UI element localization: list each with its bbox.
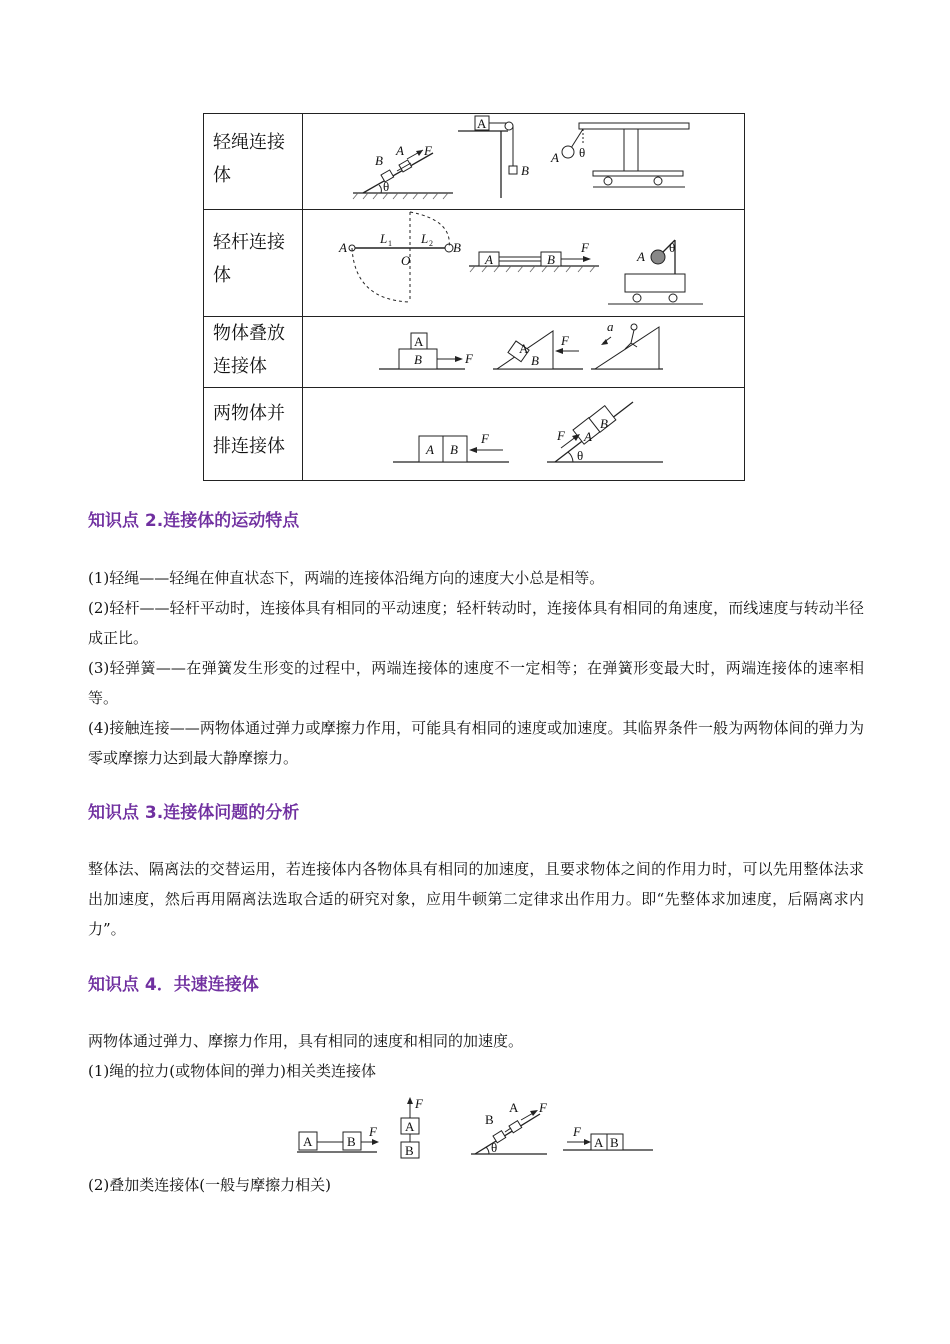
stacked-blocks-figure [379, 333, 474, 369]
svg-text:B: B [405, 1143, 414, 1158]
row-label-light-rope: 轻绳连接体 [213, 132, 285, 186]
connection-types-table [203, 113, 745, 480]
svg-text:A: A [584, 429, 592, 444]
section4-heading: 知识点 4．共速连接体 [88, 975, 259, 995]
svg-text:A: A [414, 334, 424, 349]
svg-text:A: A [637, 249, 645, 264]
section4-p3: (2)叠加类连接体(一般与摩擦力相关) [88, 1176, 331, 1194]
row-label-side-by-side: 两物体并排连接体 [213, 403, 285, 457]
svg-text:L: L [421, 231, 429, 246]
vertical-pair-figure [401, 1096, 424, 1158]
svg-text:B: B [547, 252, 555, 267]
svg-text:θ: θ [383, 179, 390, 194]
svg-text:B: B [453, 240, 461, 255]
svg-text:B: B [485, 1112, 494, 1127]
section2-p1: (1)轻绳——轻绳在伸直状态下，两端的连接体沿绳方向的速度大小总是相等。 [88, 569, 605, 587]
incline-rope-figure-2 [471, 1100, 548, 1155]
stacked-figures [373, 317, 673, 387]
svg-text:F: F [557, 428, 565, 443]
svg-text:A: A [519, 341, 529, 356]
section2-p2: (2)轻杆——轻杆平动时，连接体具有相同的平动速度；轻杆转动时，连接体具有相同的角速度，而线速度与转动半径成正比。 [88, 599, 864, 647]
svg-text:A: A [485, 252, 493, 267]
cart-pendulum-figure [550, 123, 689, 187]
svg-text:1: 1 [388, 239, 392, 248]
svg-text:B: B [414, 352, 422, 367]
rotating-rod-figure [338, 212, 461, 302]
section3-p1: 整体法、隔离法的交替运用，若连接体内各物体具有相同的加速度，且要求物体之间的作用力时，可以先用整体法求出加速度，然后再用隔离法选取合适的研究对象，应用牛顿第二定律求出作用力。即“先整体求加速度，后隔离求内力”。 [88, 860, 864, 938]
push-pair-figure [563, 1124, 653, 1150]
svg-text:θ: θ [577, 448, 584, 463]
rod-blocks-figure [469, 240, 599, 272]
section4-p2: (1)绳的拉力(或物体间的弹力)相关类连接体 [88, 1062, 376, 1080]
side-by-side-figures [383, 388, 683, 480]
rope-connection-figures [303, 113, 743, 209]
svg-text:A: A [339, 240, 347, 255]
horizontal-pair-figure [393, 431, 509, 462]
wedge-block-figure [493, 331, 583, 369]
section2-p4: (4)接触连接——两物体通过弹力或摩擦力作用，可能具有相同的速度或加速度。其临界条件一般为两物体间的弹力为零或摩擦力达到最大静摩擦力。 [88, 719, 864, 767]
svg-text:F: F [539, 1100, 547, 1115]
section3-heading: 知识点 3.连接体问题的分析 [88, 803, 300, 823]
person-incline-figure [591, 319, 663, 369]
incline-pair-figure [547, 402, 663, 463]
svg-text:O: O [401, 253, 411, 268]
svg-text:A: A [405, 1119, 415, 1134]
svg-text:2: 2 [429, 239, 433, 248]
svg-text:A: A [551, 150, 559, 165]
svg-text:F: F [573, 1124, 581, 1139]
row-label-light-rod: 轻杆连接体 [213, 232, 285, 286]
svg-text:F: F [424, 143, 432, 158]
section2-heading: 知识点 2.连接体的运动特点 [88, 511, 300, 531]
incline-rope-figure [353, 143, 453, 199]
svg-text:F: F [581, 240, 589, 255]
svg-text:F: F [561, 333, 569, 348]
svg-text:B: B [347, 1134, 356, 1149]
row-label-stacked: 物体叠放连接体 [213, 323, 285, 377]
svg-text:B: B [600, 416, 608, 431]
svg-text:A: A [509, 1100, 519, 1115]
svg-text:A: A [303, 1134, 313, 1149]
rod-connection-figures [303, 210, 743, 316]
svg-text:F: F [369, 1124, 377, 1139]
svg-text:B: B [375, 153, 383, 168]
svg-text:B: B [450, 442, 458, 457]
rope-pair-figure [297, 1124, 379, 1152]
svg-text:A: A [594, 1135, 604, 1150]
section4-p1: 两物体通过弹力、摩擦力作用，具有相同的速度和相同的加速度。 [88, 1032, 524, 1050]
rope-related-figures [295, 1094, 655, 1160]
svg-text:a: a [607, 319, 614, 334]
svg-text:θ: θ [579, 145, 586, 160]
cart-rod-figure [608, 240, 703, 304]
svg-text:A: A [477, 116, 487, 131]
svg-text:θ: θ [669, 240, 676, 255]
svg-text:F: F [415, 1096, 423, 1111]
svg-text:F: F [465, 351, 473, 366]
svg-text:A: A [396, 143, 404, 158]
svg-text:B: B [521, 163, 529, 178]
svg-text:θ: θ [491, 1140, 498, 1155]
svg-text:B: B [610, 1135, 619, 1150]
svg-text:B: B [531, 353, 539, 368]
pulley-rope-figure [458, 116, 529, 198]
svg-text:L: L [380, 231, 388, 246]
svg-text:F: F [481, 431, 489, 446]
section2-p3: (3)轻弹簧——在弹簧发生形变的过程中，两端连接体的速度不一定相等；在弹簧形变最大时，两端连接体的速率相等。 [88, 659, 864, 707]
svg-text:A: A [426, 442, 434, 457]
